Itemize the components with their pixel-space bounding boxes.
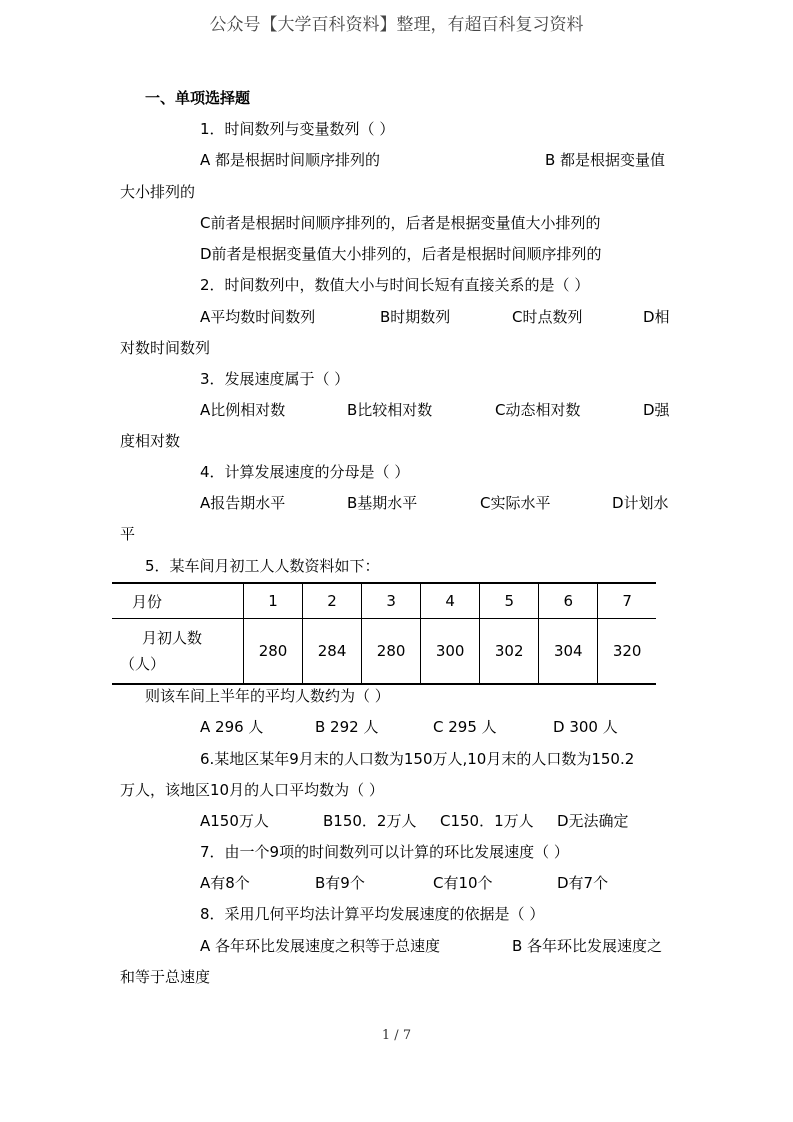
question-3-option-b: B比较相对数 xyxy=(347,401,433,419)
table-cell-count: 280 xyxy=(362,619,421,685)
table-cell-count: 284 xyxy=(303,619,362,685)
section-title: 一、单项选择题 xyxy=(145,89,251,107)
question-6-option-c: C150．1万人 xyxy=(440,812,534,830)
question-3-stem: 3．发展速度属于（ ） xyxy=(200,370,350,388)
question-5-option-c: C 295 人 xyxy=(433,718,497,736)
table-row-months xyxy=(112,583,656,619)
table-cell-month: 1 xyxy=(244,583,303,619)
table-cell-count: 300 xyxy=(421,619,480,685)
page-header: 公众号【大学百科资料】整理，有超百科复习资料 xyxy=(209,15,584,35)
table-cell-count: 304 xyxy=(539,619,598,685)
question-1-option-c: C前者是根据时间顺序排列的，后者是根据变量值大小排列的 xyxy=(200,214,601,232)
question-6-stem-continued: 万人，该地区10月的人口平均数为（ ） xyxy=(120,781,384,799)
question-3-option-d: D强 xyxy=(643,401,670,419)
table-cell-month: 7 xyxy=(598,583,656,619)
question-2-stem: 2．时间数列中，数值大小与时间长短有直接关系的是（ ） xyxy=(200,276,590,294)
question-5-question: 则该车间上半年的平均人数约为（ ） xyxy=(145,687,390,705)
question-5-option-d: D 300 人 xyxy=(553,718,618,736)
question-7-stem: 7．由一个9项的时间数列可以计算的环比发展速度（ ） xyxy=(200,843,569,861)
page-number: 1 / 7 xyxy=(381,1028,412,1043)
table-header-month: 月份 xyxy=(112,583,244,619)
question-4-option-c: C实际水平 xyxy=(480,494,551,512)
question-6-stem: 6.某地区某年9月末的人口数为150万人,10月末的人口数为150.2 xyxy=(200,750,635,768)
table-cell-count: 302 xyxy=(480,619,539,685)
question-2-option-d-continued: 对数时间数列 xyxy=(120,339,211,357)
question-6-option-d: D无法确定 xyxy=(557,812,629,830)
question-8-option-a: A 各年环比发展速度之积等于总速度 xyxy=(200,937,441,955)
question-2-option-a: A平均数时间数列 xyxy=(200,308,316,326)
question-4-option-a: A报告期水平 xyxy=(200,494,286,512)
question-4-option-d-continued: 平 xyxy=(120,525,136,543)
question-5-stem: 5．某车间月初工人人数资料如下： xyxy=(145,557,380,575)
question-1-option-b-continued: 大小排列的 xyxy=(120,183,196,201)
question-5-option-a: A 296 人 xyxy=(200,718,264,736)
question-6-option-a: A150万人 xyxy=(200,812,269,830)
table-cell-month: 3 xyxy=(362,583,421,619)
question-2-option-b: B时期数列 xyxy=(380,308,451,326)
question-7-option-a: A有8个 xyxy=(200,874,250,892)
table-cell-month: 6 xyxy=(539,583,598,619)
table-header-count-line2: （人） xyxy=(120,655,166,673)
question-4-option-b: B基期水平 xyxy=(347,494,418,512)
question-1-option-d: D前者是根据变量值大小排列的，后者是根据时间顺序排列的 xyxy=(200,245,602,263)
question-1-stem: 1．时间数列与变量数列（ ） xyxy=(200,120,395,138)
table-header-count xyxy=(112,619,244,685)
question-4-stem: 4．计算发展速度的分母是（ ） xyxy=(200,463,410,481)
table-cell-count: 280 xyxy=(244,619,303,685)
question-3-option-c: C动态相对数 xyxy=(495,401,581,419)
question-4-option-d: D计划水 xyxy=(612,494,669,512)
question-6-option-b: B150．2万人 xyxy=(323,812,417,830)
question-5-option-b: B 292 人 xyxy=(315,718,379,736)
worker-count-table xyxy=(112,582,656,685)
question-8-option-b: B 各年环比发展速度之 xyxy=(512,937,663,955)
question-7-option-b: B有9个 xyxy=(315,874,365,892)
table-cell-month: 5 xyxy=(480,583,539,619)
question-2-option-d: D相 xyxy=(643,308,670,326)
table-cell-month: 4 xyxy=(421,583,480,619)
table-cell-count: 320 xyxy=(598,619,656,685)
question-7-option-d: D有7个 xyxy=(557,874,609,892)
question-7-option-c: C有10个 xyxy=(433,874,493,892)
question-1-option-b: B 都是根据变量值 xyxy=(545,151,666,169)
question-3-option-a: A比例相对数 xyxy=(200,401,286,419)
question-3-option-d-continued: 度相对数 xyxy=(120,432,181,450)
question-8-option-b-continued: 和等于总速度 xyxy=(120,968,211,986)
question-8-stem: 8．采用几何平均法计算平均发展速度的依据是（ ） xyxy=(200,905,545,923)
question-2-option-c: C时点数列 xyxy=(512,308,583,326)
table-row-counts xyxy=(112,619,656,685)
table-header-count-line1: 月初人数 xyxy=(142,629,203,647)
table-cell-month: 2 xyxy=(303,583,362,619)
question-1-option-a: A 都是根据时间顺序排列的 xyxy=(200,151,381,169)
